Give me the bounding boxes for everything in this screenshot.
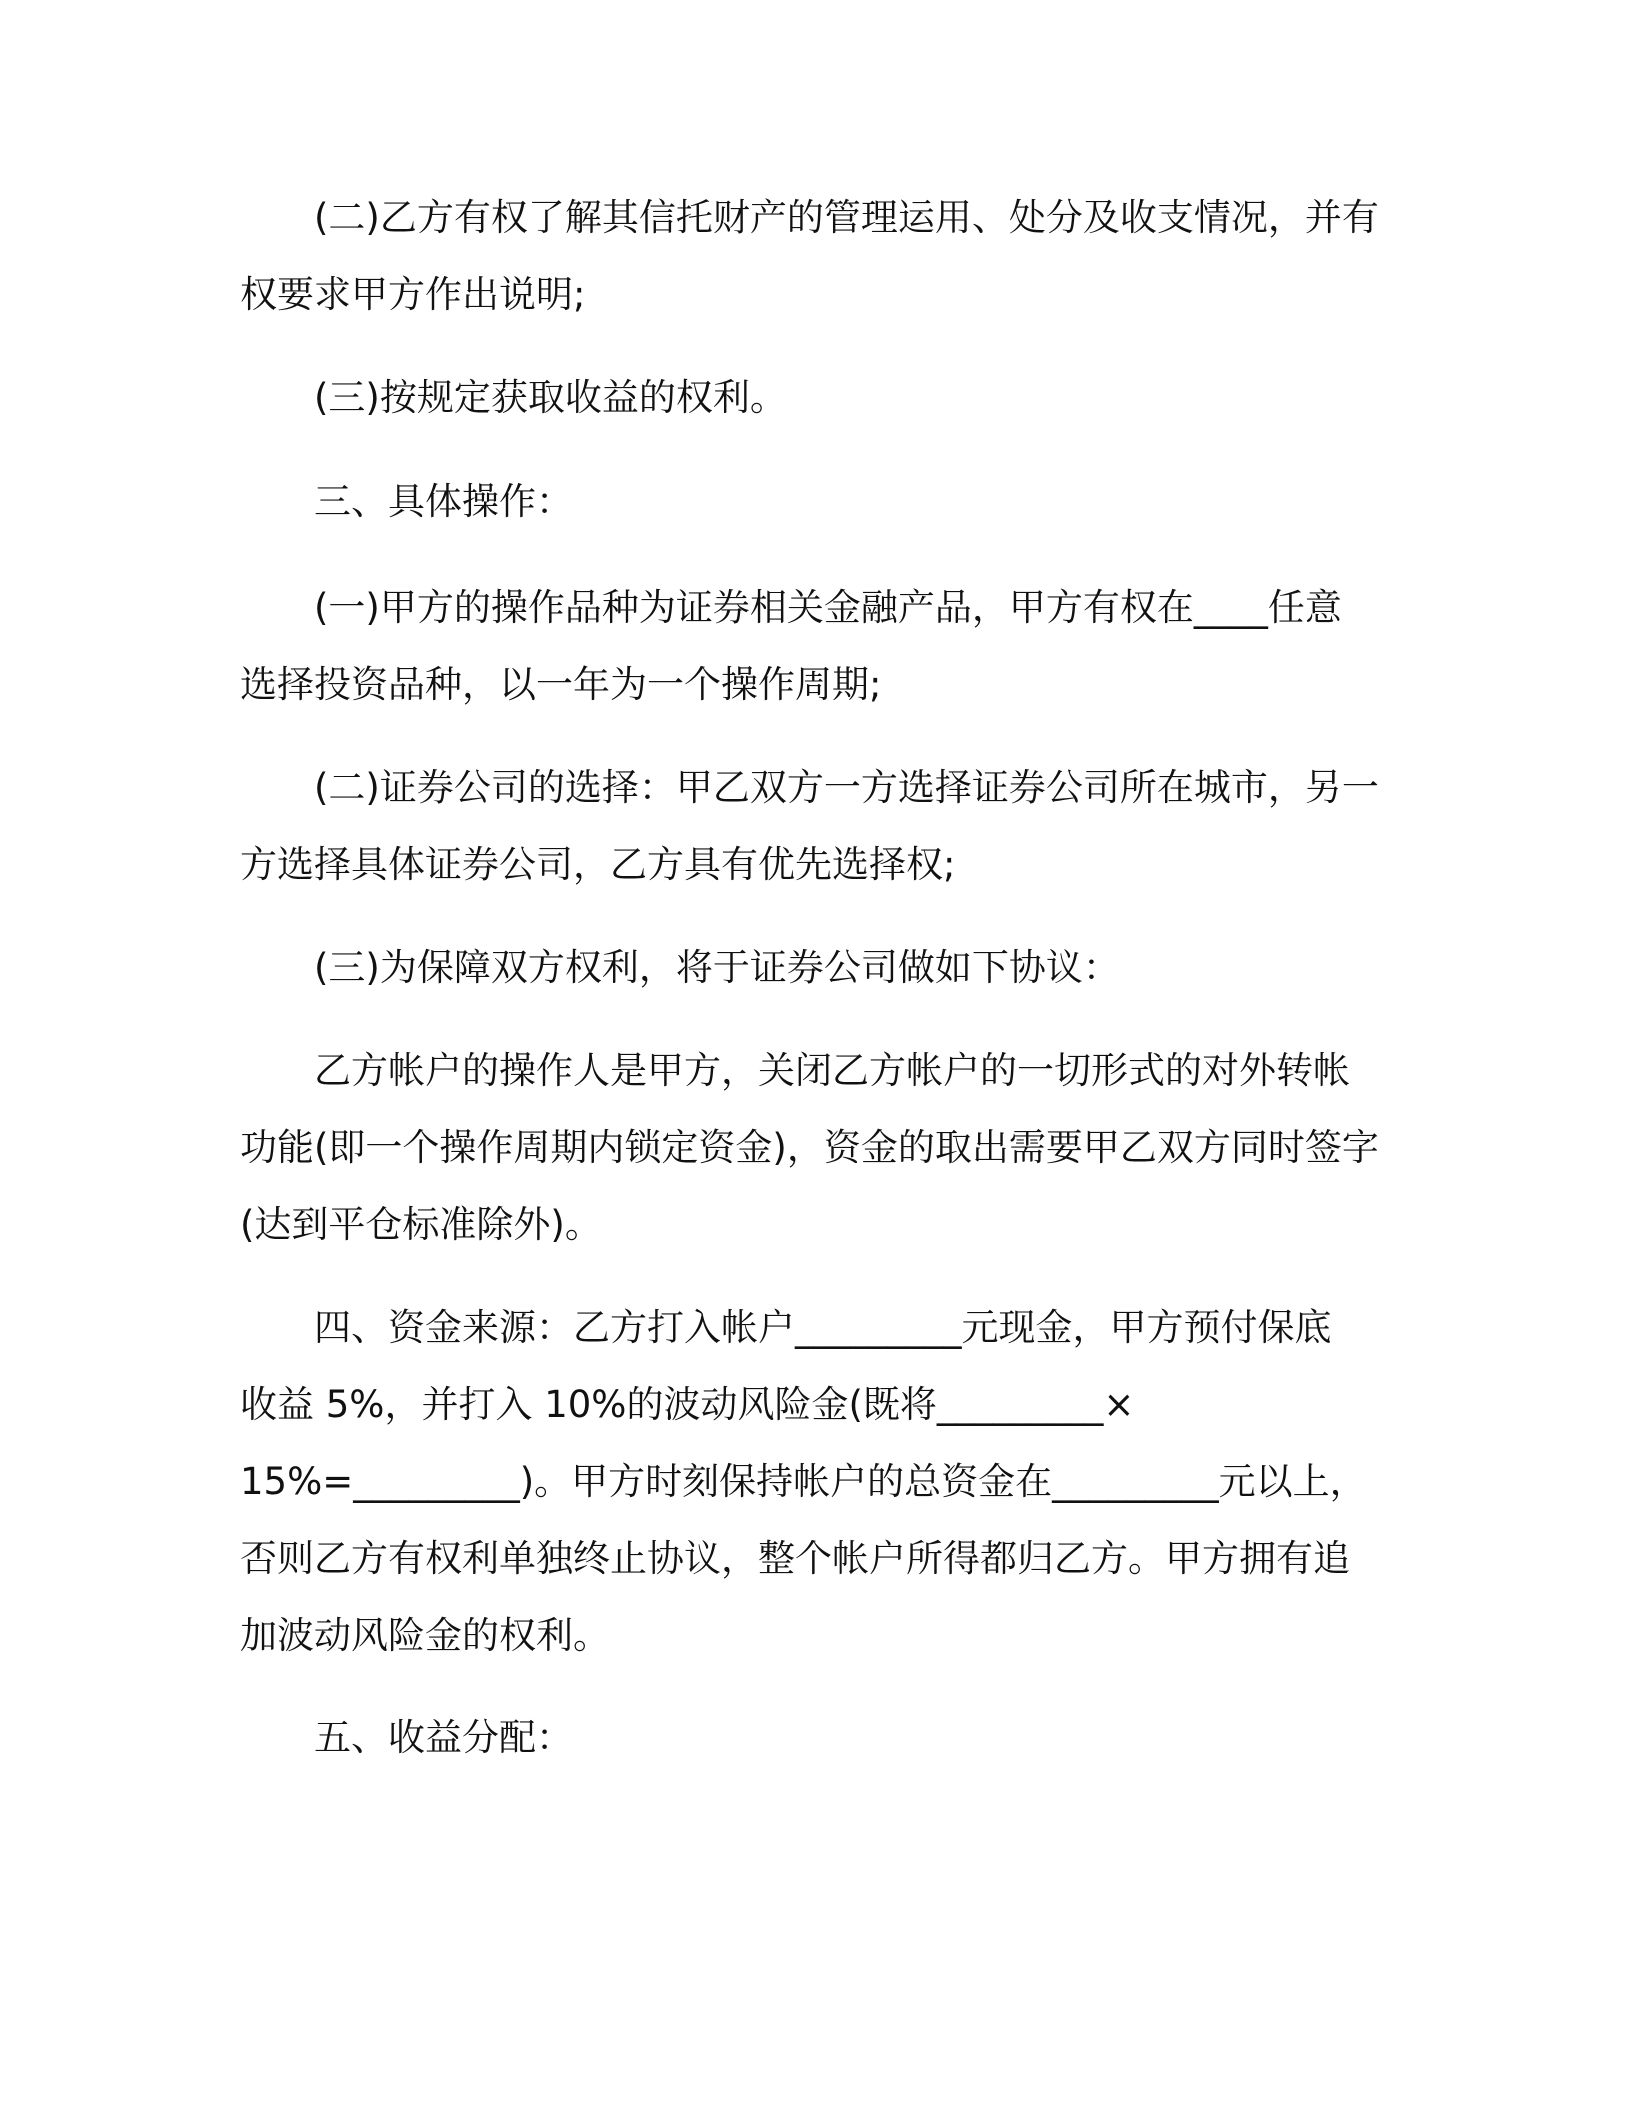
paragraph-line: 否则乙方有权利单独终止协议，整个帐户所得都归乙方。甲方拥有追 [240, 1537, 1350, 1580]
section-heading: 四、资金来源：乙方打入帐户_________元现金，甲方预付保底 [314, 1306, 1332, 1349]
paragraph-line: (二)证券公司的选择：甲乙双方一方选择证券公司所在城市，另一 [314, 766, 1379, 809]
paragraph-line: (三)为保障双方权利，将于证券公司做如下协议： [314, 946, 1120, 989]
section-heading: 三、具体操作： [314, 480, 573, 523]
paragraph-line: 乙方帐户的操作人是甲方，关闭乙方帐户的一切形式的对外转帐 [314, 1049, 1350, 1092]
paragraph-line: (一)甲方的操作品种为证券相关金融产品，甲方有权在____任意 [314, 586, 1342, 629]
paragraph-line: 权要求甲方作出说明; [240, 273, 586, 316]
paragraph-line: 功能(即一个操作周期内锁定资金)，资金的取出需要甲乙双方同时签字 [240, 1126, 1379, 1169]
paragraph-line: 方选择具体证券公司，乙方具有优先选择权; [240, 843, 956, 886]
paragraph-line: 收益 5%，并打入 10%的波动风险金(既将_________× [240, 1383, 1135, 1426]
paragraph-line: (二)乙方有权了解其信托财产的管理运用、处分及收支情况，并有 [314, 196, 1379, 239]
section-heading: 五、收益分配： [314, 1716, 573, 1759]
paragraph-line: 加波动风险金的权利。 [240, 1614, 610, 1657]
paragraph-line: (三)按规定获取收益的权利。 [314, 376, 787, 419]
paragraph-line: (达到平仓标准除外)。 [240, 1203, 602, 1246]
paragraph-line: 选择投资品种，以一年为一个操作周期; [240, 663, 882, 706]
paragraph-line: 15%=_________)。甲方时刻保持帐户的总资金在_________元以上， [240, 1460, 1367, 1503]
